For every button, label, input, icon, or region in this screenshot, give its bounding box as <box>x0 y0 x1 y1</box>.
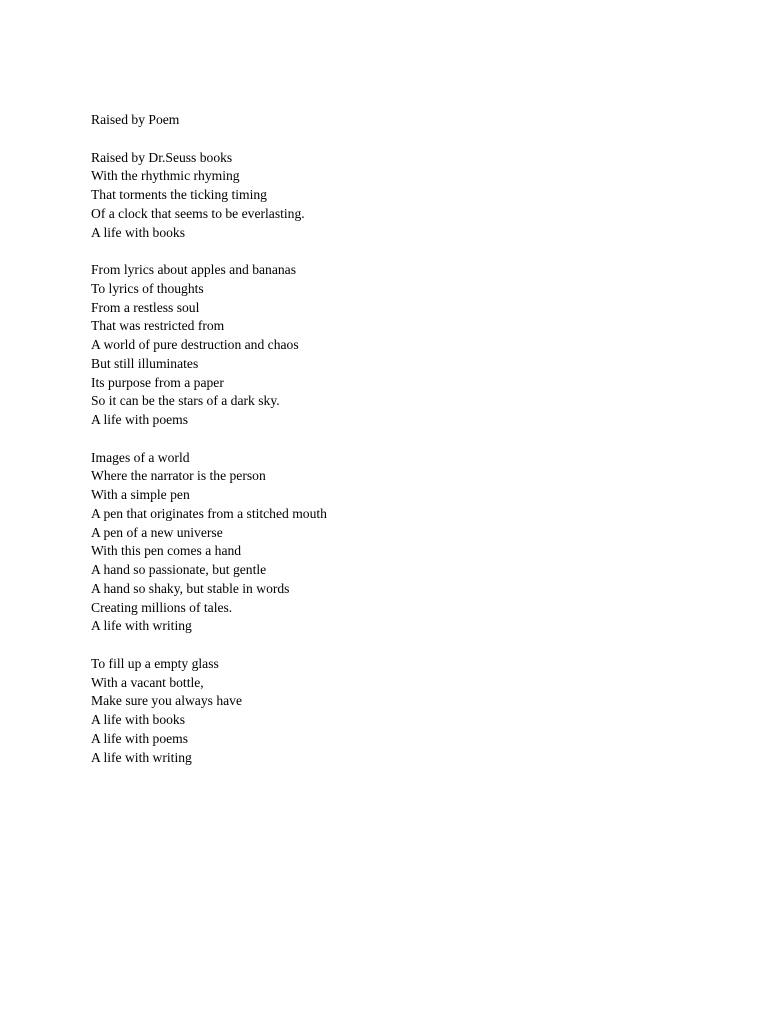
poem-line: A life with writing <box>91 618 192 634</box>
poem-line: With the rhythmic rhyming <box>91 168 240 184</box>
poem-line: A life with poems <box>91 412 189 427</box>
poem-line: From a restless soul <box>91 299 200 315</box>
poem-line: So it can be the stars of a dark sky. <box>91 393 280 409</box>
poem-stanzas <box>91 149 691 768</box>
poem-stanza <box>91 449 691 637</box>
poem-line: That was restricted from <box>91 318 225 334</box>
poem-line: A hand so shaky, but stable in words <box>91 580 290 596</box>
poem-line: A life with writing <box>91 749 192 765</box>
poem-line: That torments the ticking timing <box>91 187 267 202</box>
poem-line: A pen of a new universe <box>91 524 223 540</box>
poem-body <box>91 111 691 767</box>
poem-line: A life with books <box>91 224 186 240</box>
poem-line: But still illuminates <box>91 355 199 371</box>
poem-line: A life with books <box>91 712 186 727</box>
poem-line: Creating millions of tales. <box>91 599 233 615</box>
poem-title: Raised by Poem <box>91 112 180 127</box>
poem-line: With a vacant bottle, <box>91 674 204 690</box>
poem-line: Make sure you always have <box>91 693 242 709</box>
poem-stanza <box>91 149 691 243</box>
poem-line: A life with poems <box>91 730 189 746</box>
poem-line: With this pen comes a hand <box>91 543 242 559</box>
poem-line: Its purpose from a paper <box>91 374 224 390</box>
poem-line: A world of pure destruction and chaos <box>91 337 299 352</box>
poem-line: A hand so passionate, but gentle <box>91 562 267 577</box>
poem-line: From lyrics about apples and bananas <box>91 262 296 277</box>
poem-line: Images of a world <box>91 449 190 465</box>
poem-line: Raised by Dr.Seuss books <box>91 149 233 165</box>
poem-stanza <box>91 261 691 430</box>
poem-line: To fill up a empty glass <box>91 655 219 671</box>
poem-line: Where the narrator is the person <box>91 468 266 484</box>
poem-stanza <box>91 655 691 768</box>
poem-line: Of a clock that seems to be everlasting. <box>91 205 305 221</box>
poem-line: To lyrics of thoughts <box>91 280 204 296</box>
poem-line: With a simple pen <box>91 487 190 502</box>
poem-line: A pen that originates from a stitched mouth <box>91 505 327 521</box>
